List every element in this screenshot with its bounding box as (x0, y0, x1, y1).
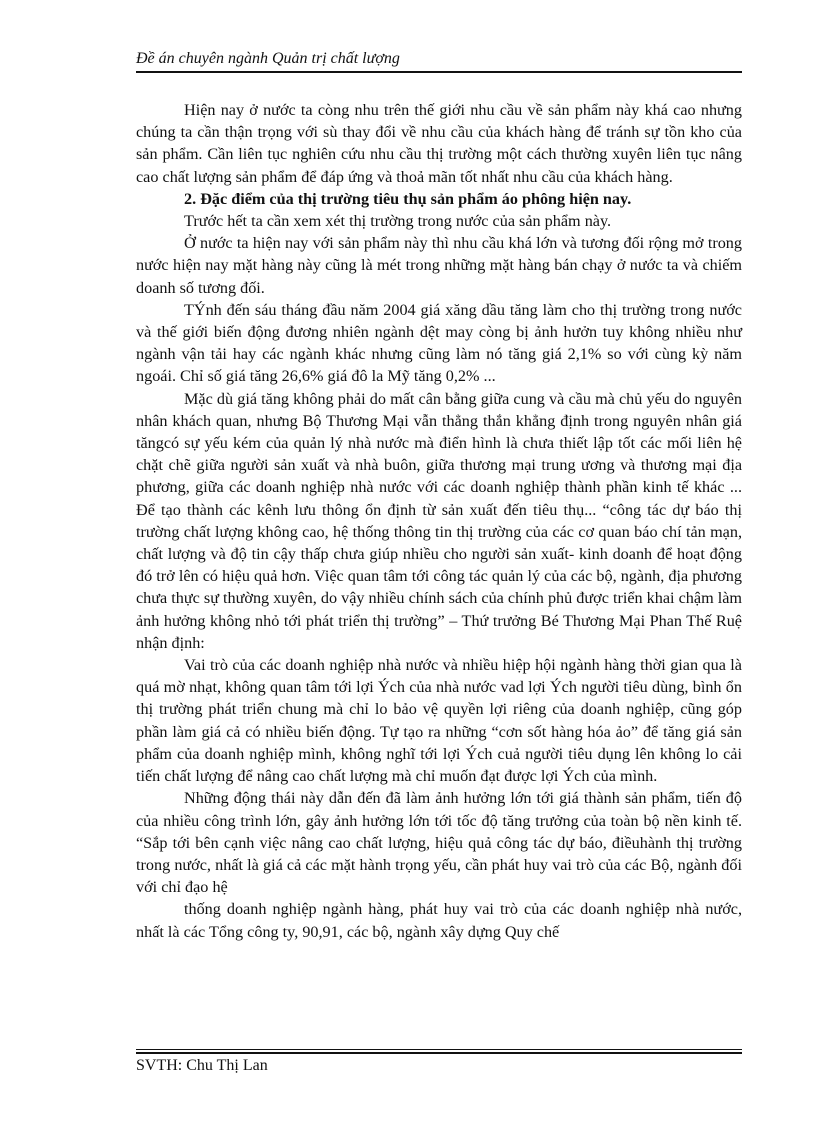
paragraph-domestic-market: Trước hết ta cần xem xét thị trường trong nước của sản phẩm này. (184, 212, 612, 231)
paragraph-demand: Hiện nay ở nước ta còng nhu trên thế giới nhu cầu về sản phẩm này khá cao nhưng chúng ta cần thận trọng với sù thay đổi về nhu cầu của khách hàng để tránh sự tồn kho của sản phẩm. Cần liên tục nghiên cứu nhu cầu thị trường một cách thường xuyên liên tục nâng cao chất lượng sản phẩm để đáp ứng và thoả mãn tốt nhất nhu cầu của khách hàng. (136, 101, 742, 186)
paragraph-market-demand: Ở nước ta hiện nay với sản phẩm này thì nhu cầu khá lớn và tương đối rộng mở trong nước hiện nay mặt hàng này cũng là mét trong những mặt hàng bán chạy ở nước ta và chiếm doanh số tương đối. (136, 234, 742, 297)
document-body (136, 99, 742, 943)
footer-divider-thin (136, 1049, 742, 1050)
page-footer-author: SVTH: Chu Thị Lan (136, 1057, 268, 1074)
paragraph-impact: Những động thái này dẫn đến đã làm ảnh hưởng lớn tới giá thành sản phẩm, tiến độ của nhiều công trình lớn, gây ảnh hưởng lớn tới tốc độ tăng trưởng của toàn bộ nền kinh tế. “Sắp tới bên cạnh việc nâng cao chất lượng, hiệu quả công tác dự báo, điềuhành thị trường trong nước, nhất là giá cả các mặt hành trọng yếu, cần phát huy vai trò của các Bộ, ngành đối với chỉ đạo hệ (136, 789, 742, 897)
paragraph-enterprise-role: Vai trò của các doanh nghiệp nhà nước và nhiều hiệp hội ngành hàng thời gian qua là quá mờ nhạt, không quan tâm tới lợi Ých của nhà nước vad lợi Ých người tiêu dùng, bình ổn thị trường phát triển chung mà chỉ lo bảo vệ quyền lợi riêng của doanh nghiệp, cũng góp phần làm giá cả có nhiều biến động. Tự tạo ra những “cơn sốt hàng hóa ảo” để tăng giá sản phẩm của doanh nghiệp mình, không nghĩ tới lợi Ých cuả người tiêu dụng lên không lo cải tiến chất lượng để nâng cao chất lượng mà chỉ muốn đạt được lợi Ých của mình. (136, 656, 742, 786)
paragraph-continuation: thống doanh nghiệp ngành hàng, phát huy vai trò của các doanh nghiệp nhà nước, nhất là các Tổng công ty, 90,91, các bộ, ngành xây dựng Quy chế (136, 900, 742, 941)
header-divider (136, 71, 742, 73)
paragraph-ministry-statement: Mặc dù giá tăng không phải do mất cân bằng giữa cung và cầu mà chủ yếu do nguyên nhân khách quan, nhưng Bộ Thương Mại vẫn thẳng thắn khẳng định trong nguyên nhân giá tăngcó sự yếu kém của quản lý nhà nước mà điển hình là chưa thiết lập tốt các mối liên hệ chặt chẽ giữa người sản xuất và nhà buôn, giữa thương mại trung ương và thương mại địa phương, giữa các doanh nghiệp nhà nước với các doanh nghiệp thành phần kinh tế khác ... Để tạo thành các kênh lưu thông ổn định từ sản xuất đến tiêu thụ... “công tác dự báo thị trường chất lượng không cao, hệ thống thông tin thị trường của các cơ quan báo chí tản mạn, chất lượng và độ tin cậy thấp chưa giúp nhiều cho người sản xuất- kinh doanh để hoạt động đó trở lên có hiệu quả hơn. Việc quan tâm tới công tác quản lý của các bộ, ngành, địa phương chưa thực sự thường xuyên, do vậy nhiều chính sách của chính phủ được triển khai chậm làm ảnh hưởng không nhỏ tới phát triển thị trường” – Thứ trưởng Bé Thương Mại Phan Thế Ruệ nhận định: (136, 389, 742, 652)
page-header-title: Đề án chuyên ngành Quản trị chất lượng (136, 50, 400, 67)
section-heading: 2. Đặc điểm của thị trường tiêu thụ sản phẩm áo phông hiện nay. (184, 189, 632, 208)
footer-divider-thick (136, 1052, 742, 1054)
paragraph-price-increase: TÝnh đến sáu tháng đầu năm 2004 giá xăng dầu tăng làm cho thị trường trong nước và thế giới biến động đương nhiên ngành dệt may còng bị ảnh hưởn tuy không nhiều như ngành vận tải hay các ngành khác nhưng cũng làm nó tăng giá 2,1% so với cùng kỳ năm ngoái. Chỉ số giá tăng 26,6% giá đô la Mỹ tăng 0,2% ... (136, 300, 742, 386)
